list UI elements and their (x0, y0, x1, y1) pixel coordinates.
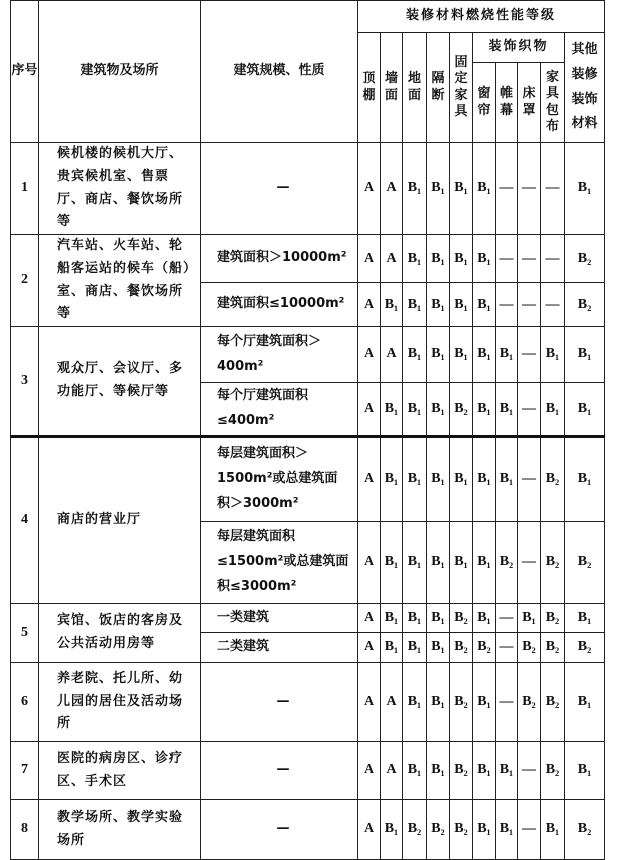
grade-cell: B₂ (541, 742, 565, 800)
row-number: 7 (11, 742, 39, 800)
grade-cell: B₂ (450, 633, 473, 663)
grade-cell: B₁ (427, 383, 450, 437)
grade-cell: A (358, 437, 381, 522)
scale-cell: — (201, 800, 358, 860)
grade-cell: — (496, 283, 518, 327)
grade-cell: B₂ (518, 633, 541, 663)
grade-cell: — (518, 800, 541, 860)
place-cell: 宾馆、饭店的客房及公共活动用房等 (39, 604, 201, 663)
grade-cell: B₂ (541, 633, 565, 663)
grade-cell: B₂ (450, 604, 473, 633)
grade-cell: A (358, 327, 381, 383)
grade-cell: B₂ (541, 604, 565, 633)
table-row (11, 742, 605, 800)
grade-cell: B₁ (427, 437, 450, 522)
row-number: 1 (11, 143, 39, 235)
grade-cell: B₁ (381, 437, 403, 522)
grade-cell: B₁ (518, 604, 541, 633)
grade-cell: B₁ (403, 143, 427, 235)
grade-cell: A (381, 235, 403, 283)
grade-cell: B₁ (427, 522, 450, 604)
grade-cell: B₁ (450, 327, 473, 383)
grade-cell: B₁ (450, 143, 473, 235)
header-textiles: 装饰织物 (473, 33, 565, 63)
grade-cell: B₂ (496, 522, 518, 604)
grade-cell: — (518, 742, 541, 800)
grade-cell: B₁ (403, 437, 427, 522)
grade-cell: B₁ (473, 143, 496, 235)
grade-cell: B₁ (473, 383, 496, 437)
place-cell: 商店的营业厅 (39, 437, 201, 604)
grade-cell: B₂ (450, 663, 473, 742)
grade-cell: A (358, 633, 381, 663)
header-floor: 地面 (403, 33, 427, 143)
table-row (11, 143, 605, 235)
grade-cell: B₂ (427, 800, 450, 860)
grade-cell: B₁ (427, 604, 450, 633)
header-other: 其他装修装饰材料 (565, 33, 605, 143)
table-row (11, 235, 605, 283)
grade-cell: B₁ (496, 800, 518, 860)
header-curtain: 窗帘 (473, 63, 496, 143)
grade-cell: B₁ (403, 522, 427, 604)
place-cell: 养老院、托儿所、幼儿园的居住及活动场所 (39, 663, 201, 742)
header-scale: 建筑规模、性质 (201, 1, 358, 143)
row-number: 2 (11, 235, 39, 327)
header-partition: 隔断 (427, 33, 450, 143)
grade-cell: — (496, 663, 518, 742)
grade-cell: B₁ (473, 283, 496, 327)
grade-cell: B₁ (473, 663, 496, 742)
scale-cell: — (201, 663, 358, 742)
grade-cell: A (358, 143, 381, 235)
table-row (11, 800, 605, 860)
table-row (11, 437, 605, 522)
scale-cell: 一类建筑 (201, 604, 358, 633)
grade-cell: A (381, 143, 403, 235)
grade-cell: A (358, 663, 381, 742)
grade-cell: B₁ (565, 742, 605, 800)
grade-cell: B₂ (473, 633, 496, 663)
header-bedcover: 床罩 (518, 63, 541, 143)
grade-cell: — (496, 604, 518, 633)
grade-cell: A (358, 383, 381, 437)
grade-cell: B₁ (565, 143, 605, 235)
header-no: 序号 (11, 1, 39, 143)
scale-cell: 建筑面积＞10000m² (201, 235, 358, 283)
grade-cell: B₁ (565, 383, 605, 437)
scale-cell: — (201, 143, 358, 235)
grade-cell: B₂ (565, 522, 605, 604)
grade-cell: B₁ (381, 604, 403, 633)
grade-cell: B₁ (450, 522, 473, 604)
grade-cell: — (518, 383, 541, 437)
row-number: 8 (11, 800, 39, 860)
grade-cell: B₁ (473, 604, 496, 633)
grade-cell: B₁ (381, 800, 403, 860)
grade-cell: B₂ (541, 437, 565, 522)
scale-cell: 每个厅建筑面积≤400m² (201, 383, 358, 437)
grade-cell: — (541, 283, 565, 327)
grade-cell: — (518, 235, 541, 283)
scale-cell: 每个厅建筑面积＞400m² (201, 327, 358, 383)
grade-cell: B₁ (541, 800, 565, 860)
grade-cell: B₂ (565, 283, 605, 327)
grade-cell: B₁ (403, 383, 427, 437)
grade-cell: B₁ (565, 327, 605, 383)
grade-cell: B₁ (427, 663, 450, 742)
scale-cell: 每层建筑面积≤1500m²或总建筑面积≤3000m² (201, 522, 358, 604)
grade-cell: B₁ (403, 327, 427, 383)
grade-cell: B₂ (450, 383, 473, 437)
grade-cell: B₁ (565, 604, 605, 633)
grade-cell: B₂ (565, 633, 605, 663)
grade-cell: — (541, 235, 565, 283)
row-number: 3 (11, 327, 39, 437)
grade-cell: B₁ (403, 633, 427, 663)
header-wall: 墙面 (381, 33, 403, 143)
grade-cell: B₁ (427, 235, 450, 283)
grade-cell: — (518, 283, 541, 327)
row-number: 4 (11, 437, 39, 604)
grade-cell: B₁ (427, 633, 450, 663)
grade-cell: — (496, 235, 518, 283)
grade-cell: B₁ (473, 235, 496, 283)
grade-cell: — (541, 143, 565, 235)
grade-cell: B₁ (496, 327, 518, 383)
grade-cell: B₁ (403, 283, 427, 327)
row-number: 6 (11, 663, 39, 742)
grade-cell: B₁ (473, 327, 496, 383)
header-drape: 帷幕 (496, 63, 518, 143)
grade-cell: B₁ (473, 522, 496, 604)
grade-cell: A (358, 283, 381, 327)
grade-cell: B₁ (381, 383, 403, 437)
grade-cell: B₁ (496, 383, 518, 437)
grade-cell: B₁ (496, 437, 518, 522)
grade-cell: — (496, 633, 518, 663)
place-cell: 汽车站、火车站、轮船客运站的候车（船）室、商店、餐饮场所等 (39, 235, 201, 327)
grade-cell: A (381, 742, 403, 800)
header-ceiling: 顶棚 (358, 33, 381, 143)
grade-cell: B₂ (541, 663, 565, 742)
place-cell: 医院的病房区、诊疗区、手术区 (39, 742, 201, 800)
grade-cell: B₁ (403, 663, 427, 742)
table-row (11, 663, 605, 742)
scale-cell: — (201, 742, 358, 800)
grade-cell: B₁ (450, 235, 473, 283)
grade-cell: — (518, 143, 541, 235)
grade-cell: B₁ (381, 633, 403, 663)
grade-cell: B₂ (565, 235, 605, 283)
grade-cell: — (518, 522, 541, 604)
place-cell: 教学场所、教学实验场所 (39, 800, 201, 860)
fire-rating-table (10, 0, 605, 860)
grade-cell: B₁ (403, 742, 427, 800)
table-row (11, 604, 605, 633)
table-row (11, 327, 605, 383)
grade-cell: B₁ (450, 283, 473, 327)
grade-cell: — (518, 327, 541, 383)
grade-cell: A (381, 663, 403, 742)
grade-cell: B₁ (565, 437, 605, 522)
grade-cell: B₂ (450, 800, 473, 860)
grade-cell: A (381, 327, 403, 383)
grade-cell: B₁ (473, 800, 496, 860)
grade-cell: B₁ (496, 742, 518, 800)
scale-cell: 建筑面积≤10000m² (201, 283, 358, 327)
row-number: 5 (11, 604, 39, 663)
header-rating-group: 装修材料燃烧性能等级 (358, 1, 605, 33)
grade-cell: B₁ (541, 383, 565, 437)
header-place: 建筑物及场所 (39, 1, 201, 143)
grade-cell: B₂ (450, 742, 473, 800)
grade-cell: B₁ (381, 283, 403, 327)
grade-cell: B₁ (473, 742, 496, 800)
scale-cell: 每层建筑面积＞1500m²或总建筑面积＞3000m² (201, 437, 358, 522)
grade-cell: B₁ (381, 522, 403, 604)
grade-cell: B₂ (403, 800, 427, 860)
grade-cell: B₁ (427, 143, 450, 235)
grade-cell: A (358, 742, 381, 800)
grade-cell: A (358, 522, 381, 604)
grade-cell: B₁ (427, 327, 450, 383)
table-body (11, 143, 605, 860)
header-upholstery: 家具包布 (541, 63, 565, 143)
grade-cell: B₁ (541, 327, 565, 383)
grade-cell: B₂ (518, 663, 541, 742)
grade-cell: A (358, 604, 381, 633)
grade-cell: B₁ (450, 437, 473, 522)
grade-cell: — (496, 143, 518, 235)
grade-cell: B₂ (565, 800, 605, 860)
header-fixed-furniture: 固定家具 (450, 33, 473, 143)
grade-cell: A (358, 800, 381, 860)
grade-cell: B₁ (473, 437, 496, 522)
grade-cell: A (358, 235, 381, 283)
place-cell: 候机楼的候机大厅、贵宾候机室、售票厅、商店、餐饮场所等 (39, 143, 201, 235)
grade-cell: B₁ (427, 742, 450, 800)
grade-cell: B₂ (541, 522, 565, 604)
place-cell: 观众厅、会议厅、多功能厅、等候厅等 (39, 327, 201, 437)
grade-cell: B₁ (565, 663, 605, 742)
scale-cell: 二类建筑 (201, 633, 358, 663)
grade-cell: B₁ (403, 235, 427, 283)
grade-cell: B₁ (403, 604, 427, 633)
grade-cell: — (518, 437, 541, 522)
grade-cell: B₁ (427, 283, 450, 327)
